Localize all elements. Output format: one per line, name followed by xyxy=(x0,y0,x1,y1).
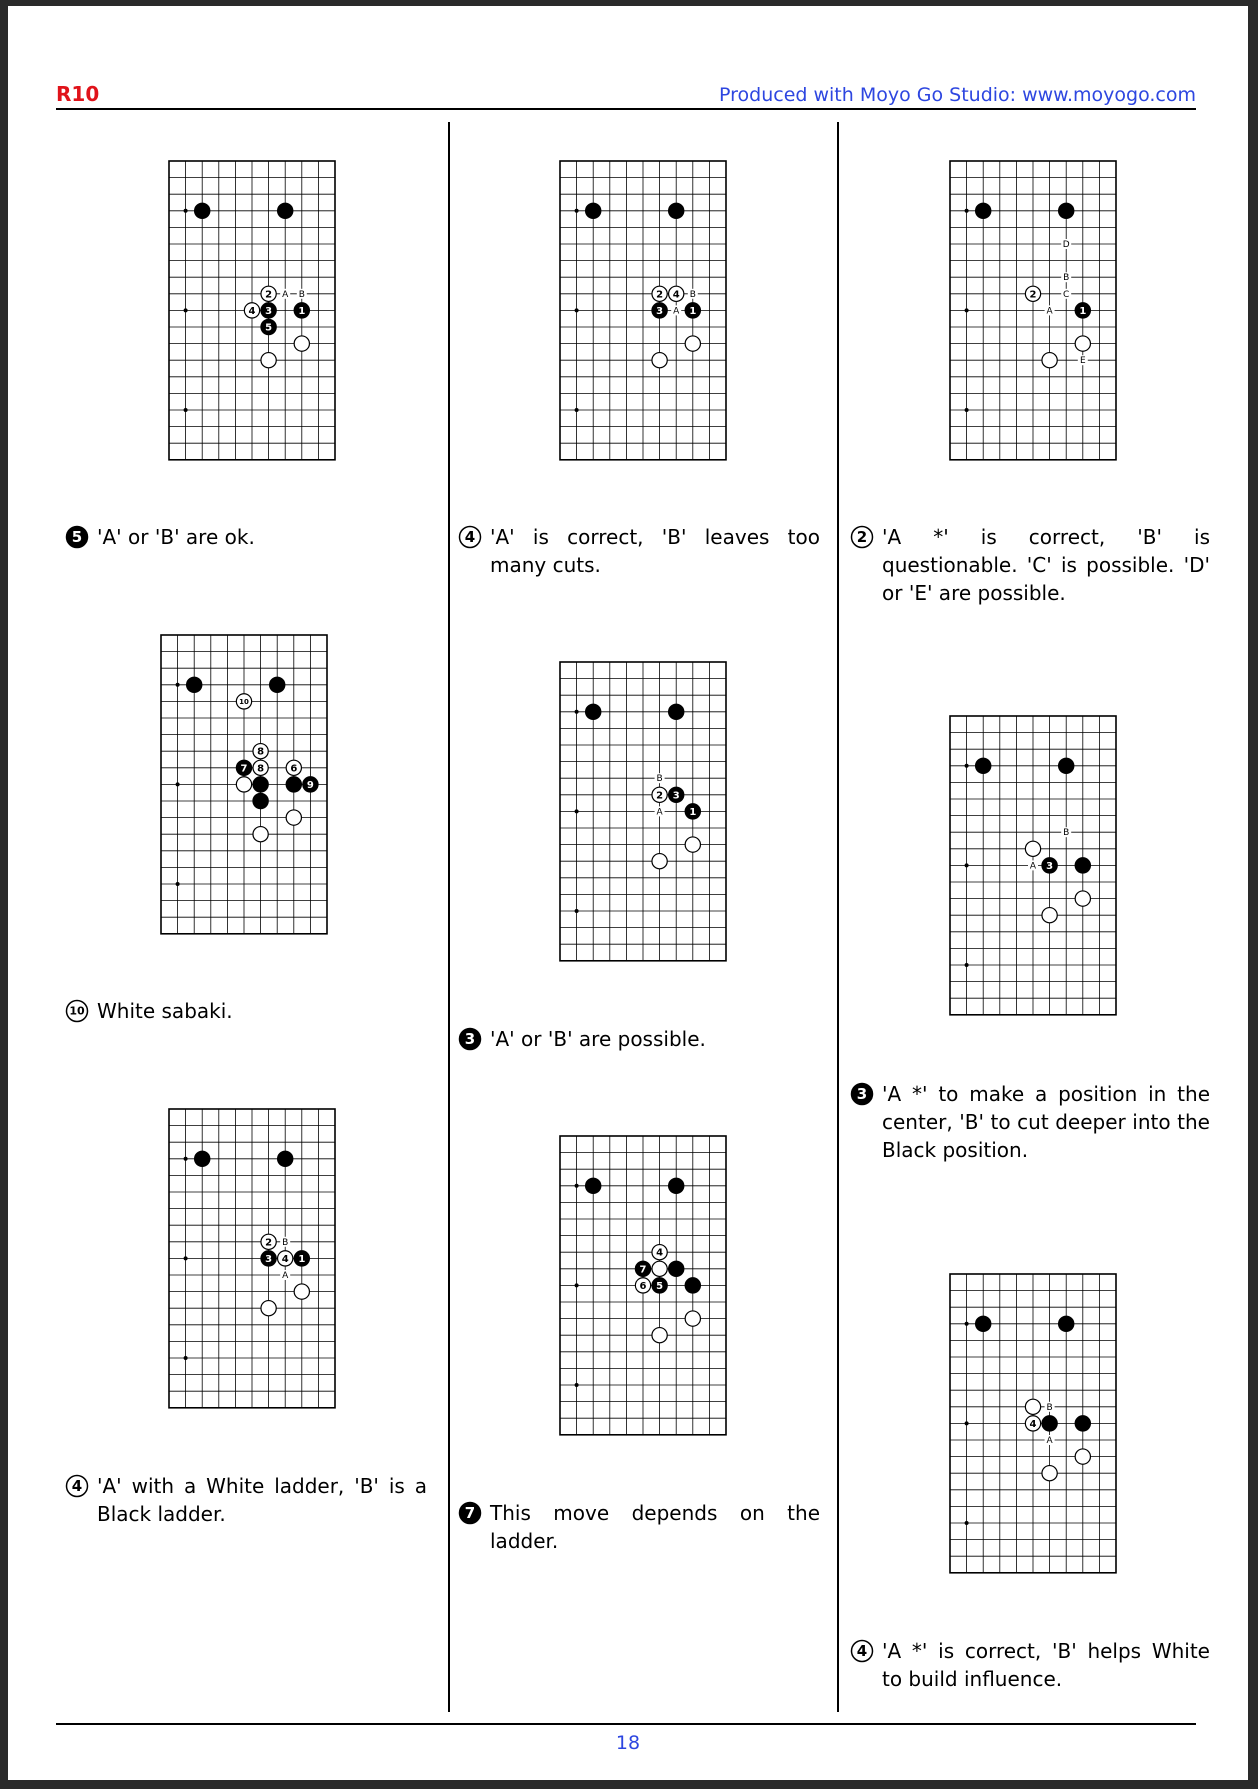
black-stone xyxy=(261,1251,276,1266)
black-stone xyxy=(195,203,210,218)
go-diagram-4 xyxy=(558,159,728,462)
white-stone xyxy=(652,787,667,802)
point-letter: E xyxy=(1079,356,1086,367)
caption-text: 'A *' is correct, 'B' helps White to build influence. xyxy=(882,1639,1210,1691)
white-stone xyxy=(1025,286,1040,301)
caption-3 xyxy=(65,1472,427,1528)
white-stone xyxy=(1075,1449,1090,1464)
go-board xyxy=(558,159,728,462)
caption-1 xyxy=(65,523,335,551)
caption-text: 'A' with a White ladder, 'B' is a Black ladder. xyxy=(97,1474,427,1526)
black-stone xyxy=(685,804,700,819)
move-number: 9 xyxy=(306,779,314,791)
black-stone xyxy=(586,1178,601,1193)
caption-2 xyxy=(65,997,335,1025)
move-number: 3 xyxy=(265,1253,273,1265)
black-stone xyxy=(1042,1416,1057,1431)
black-stone xyxy=(976,758,991,773)
point-letter: B xyxy=(298,289,305,300)
go-board xyxy=(167,1107,337,1410)
white-stone xyxy=(294,1284,309,1299)
white-stone xyxy=(1025,1399,1040,1414)
caption-text: 'A *' to make a position in the center, 'B' to cut deeper into the Black position. xyxy=(882,1082,1210,1162)
white-stone xyxy=(1025,1416,1040,1431)
point-letter: B xyxy=(1063,273,1070,284)
point-letter: A xyxy=(1029,861,1037,872)
white-stone xyxy=(635,1278,650,1293)
move-number: 7 xyxy=(240,763,248,775)
chapter-label: R10 xyxy=(56,82,100,106)
move-number: 5 xyxy=(656,1280,664,1292)
black-stone xyxy=(1042,858,1057,873)
black-stone-marker-icon xyxy=(458,1501,482,1532)
move-number: 4 xyxy=(281,1253,289,1265)
white-stone xyxy=(261,1301,276,1316)
move-number: 3 xyxy=(1046,860,1054,872)
move-number: 7 xyxy=(639,1264,647,1276)
move-number: 4 xyxy=(248,305,256,317)
black-stone xyxy=(253,793,268,808)
move-number: 1 xyxy=(298,305,306,317)
white-stone xyxy=(236,777,251,792)
black-stone xyxy=(303,777,318,792)
svg-text:4: 4 xyxy=(856,1642,868,1660)
point-letter: B xyxy=(656,774,663,785)
white-stone xyxy=(278,1251,293,1266)
move-number: 6 xyxy=(639,1280,647,1292)
white-stone xyxy=(669,286,684,301)
move-number: 6 xyxy=(290,763,298,775)
black-stone xyxy=(278,203,293,218)
white-stone xyxy=(261,1234,276,1249)
page-number: 18 xyxy=(615,1732,641,1754)
point-letter: A xyxy=(1046,1435,1053,1446)
white-stone xyxy=(652,286,667,301)
move-number: 8 xyxy=(257,746,265,758)
svg-text:3: 3 xyxy=(856,1085,868,1103)
move-number: 4 xyxy=(656,1247,664,1259)
black-stone xyxy=(669,1261,684,1276)
black-stone xyxy=(685,1278,700,1293)
white-stone-marker-icon xyxy=(65,1474,89,1505)
black-stone xyxy=(586,203,601,218)
white-stone xyxy=(261,286,276,301)
go-board xyxy=(948,1272,1118,1575)
white-stone-marker-icon xyxy=(458,525,482,556)
black-stone xyxy=(976,203,991,218)
black-stone xyxy=(286,777,301,792)
svg-text:2: 2 xyxy=(856,528,868,546)
svg-text:10: 10 xyxy=(69,1004,85,1018)
black-stone xyxy=(669,787,684,802)
caption-8 xyxy=(850,1080,1210,1164)
point-letter: C xyxy=(1063,289,1070,300)
white-stone xyxy=(286,760,301,775)
black-stone xyxy=(195,1151,210,1166)
black-stone-marker-icon xyxy=(850,1082,874,1113)
white-stone xyxy=(1075,336,1090,351)
white-stone xyxy=(1042,1466,1057,1481)
black-stone xyxy=(652,303,667,318)
white-stone xyxy=(652,353,667,368)
move-number: 3 xyxy=(672,790,680,802)
black-stone xyxy=(270,677,285,692)
white-stone xyxy=(685,336,700,351)
white-stone xyxy=(1075,891,1090,906)
white-stone-marker-icon xyxy=(850,525,874,556)
caption-7 xyxy=(850,523,1210,607)
caption-5 xyxy=(458,1025,820,1053)
black-stone xyxy=(261,303,276,318)
move-number: 1 xyxy=(689,305,697,317)
black-stone xyxy=(1075,1416,1090,1431)
white-stone-marker-icon xyxy=(65,999,89,1030)
point-letter: B xyxy=(282,1237,289,1248)
white-stone-marker-icon xyxy=(850,1639,874,1670)
point-letter: A xyxy=(673,306,680,317)
white-stone xyxy=(253,827,268,842)
go-board xyxy=(948,159,1118,462)
black-stone xyxy=(1075,303,1090,318)
go-board xyxy=(948,714,1118,1017)
white-stone xyxy=(652,1328,667,1343)
caption-9 xyxy=(850,1637,1210,1693)
black-stone xyxy=(976,1316,991,1331)
white-stone xyxy=(1025,841,1040,856)
point-letter: D xyxy=(1062,239,1070,250)
point-letter: A xyxy=(1046,306,1053,317)
move-number: 2 xyxy=(265,289,273,301)
move-number: 1 xyxy=(689,806,697,818)
white-stone xyxy=(685,837,700,852)
go-board xyxy=(558,1134,728,1437)
white-stone xyxy=(236,694,251,709)
go-board xyxy=(167,159,337,462)
caption-text: White sabaki. xyxy=(97,999,233,1023)
go-diagram-9 xyxy=(948,1272,1118,1575)
black-stone xyxy=(1059,758,1074,773)
go-board xyxy=(558,660,728,963)
go-diagram-1 xyxy=(167,159,337,462)
black-stone xyxy=(294,303,309,318)
move-number: 5 xyxy=(265,322,273,334)
black-stone xyxy=(261,319,276,334)
document-page xyxy=(8,6,1248,1780)
black-stone xyxy=(669,203,684,218)
move-number: 2 xyxy=(265,1237,273,1249)
move-number: 3 xyxy=(656,305,664,317)
caption-6 xyxy=(458,1499,820,1555)
svg-text:4: 4 xyxy=(71,1477,83,1495)
move-number: 2 xyxy=(1029,289,1037,301)
white-stone xyxy=(652,854,667,869)
caption-text: 'A' is correct, 'B' leaves too many cuts. xyxy=(490,525,820,577)
move-number: 4 xyxy=(672,289,680,301)
page-footer-rule xyxy=(56,1723,1196,1725)
white-stone xyxy=(652,1245,667,1260)
black-stone-marker-icon xyxy=(458,1027,482,1058)
go-diagram-6 xyxy=(558,1134,728,1437)
black-stone xyxy=(1059,1316,1074,1331)
page-header xyxy=(56,74,1196,110)
move-number: 1 xyxy=(298,1253,306,1265)
black-stone xyxy=(187,677,202,692)
go-diagram-3 xyxy=(167,1107,337,1410)
white-stone xyxy=(1042,908,1057,923)
black-stone xyxy=(669,704,684,719)
black-stone xyxy=(278,1151,293,1166)
white-stone xyxy=(253,744,268,759)
move-number: 3 xyxy=(265,305,273,317)
go-diagram-8 xyxy=(948,714,1118,1017)
go-diagram-5 xyxy=(558,660,728,963)
producer-credit: Produced with Moyo Go Studio: www.moyogo.com xyxy=(719,84,1196,106)
go-diagram-2 xyxy=(159,633,329,936)
black-stone xyxy=(1059,203,1074,218)
column-divider-1 xyxy=(448,122,450,1712)
point-letter: A xyxy=(282,1270,289,1281)
go-diagram-7 xyxy=(948,159,1118,462)
white-stone xyxy=(652,1261,667,1276)
caption-text: 'A *' is correct, 'B' is questionable. 'C' is possible. 'D' or 'E' are possible. xyxy=(882,525,1210,605)
move-number: 8 xyxy=(257,763,265,775)
move-number: 2 xyxy=(656,289,664,301)
move-number: 1 xyxy=(1079,305,1087,317)
caption-text: 'A' or 'B' are possible. xyxy=(490,1027,706,1051)
move-number: 2 xyxy=(656,790,664,802)
svg-text:3: 3 xyxy=(464,1030,476,1048)
svg-text:5: 5 xyxy=(71,528,83,546)
move-number: 4 xyxy=(1029,1418,1037,1430)
point-letter: B xyxy=(1046,1402,1053,1413)
black-stone xyxy=(236,760,251,775)
black-stone-marker-icon xyxy=(65,525,89,556)
white-stone xyxy=(261,353,276,368)
black-stone xyxy=(253,777,268,792)
caption-4 xyxy=(458,523,820,579)
caption-text: 'A' or 'B' are ok. xyxy=(97,525,255,549)
black-stone xyxy=(635,1261,650,1276)
white-stone xyxy=(294,336,309,351)
column-divider-2 xyxy=(837,122,839,1712)
black-stone xyxy=(1075,858,1090,873)
point-letter: A xyxy=(656,807,663,818)
white-stone xyxy=(1042,353,1057,368)
point-letter: B xyxy=(1063,828,1070,839)
black-stone xyxy=(586,704,601,719)
point-letter: A xyxy=(282,289,289,300)
white-stone xyxy=(253,760,268,775)
black-stone xyxy=(652,1278,667,1293)
go-board xyxy=(159,633,329,936)
caption-text: This move depends on the ladder. xyxy=(490,1501,820,1553)
white-stone xyxy=(286,810,301,825)
white-stone xyxy=(244,303,259,318)
black-stone xyxy=(685,303,700,318)
svg-text:4: 4 xyxy=(464,528,476,546)
point-letter: B xyxy=(689,289,696,300)
black-stone xyxy=(669,1178,684,1193)
white-stone xyxy=(685,1311,700,1326)
svg-text:7: 7 xyxy=(464,1504,476,1522)
black-stone xyxy=(294,1251,309,1266)
move-number: 10 xyxy=(239,697,249,706)
